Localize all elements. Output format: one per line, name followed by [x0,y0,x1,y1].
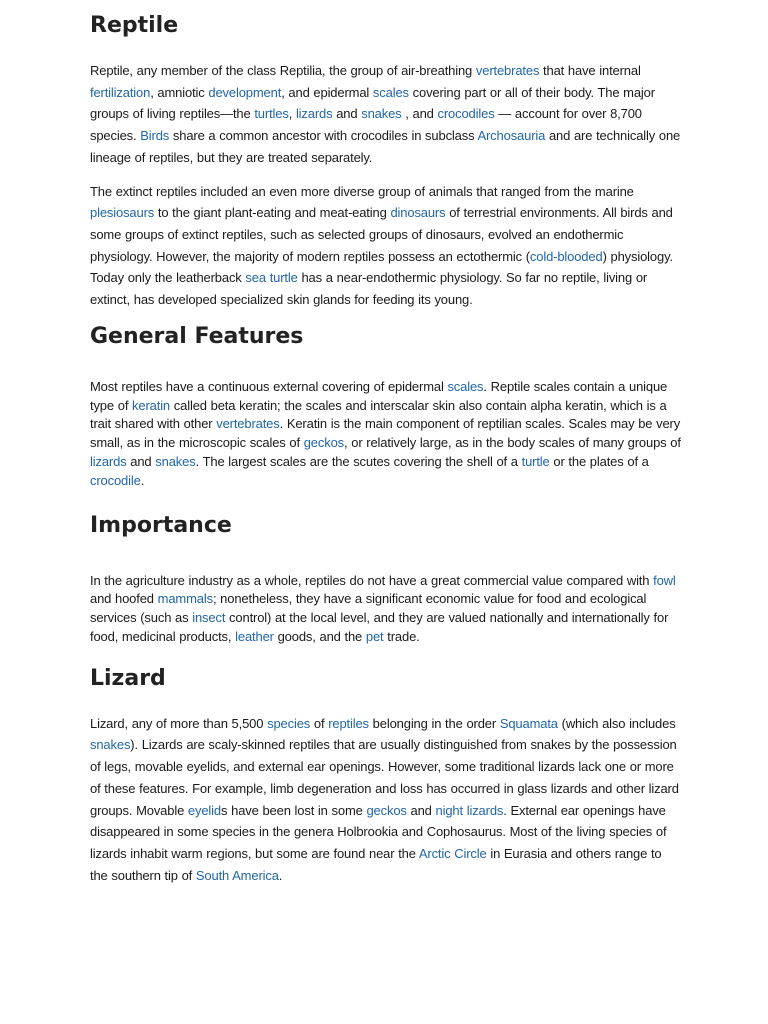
link-snakes[interactable]: snakes [361,106,402,122]
paragraph-text: that have internal [539,63,641,78]
paragraph-text: . [278,867,283,883]
link-dinosaurs[interactable]: dinosaurs [390,205,446,221]
link-arctic-circle[interactable]: Arctic Circle [418,845,487,861]
link-fowl[interactable]: fowl [653,572,676,588]
paragraph-text: , and epidermal [281,84,373,100]
paragraph [90,713,682,887]
link-turtle[interactable]: turtle [521,453,550,469]
link-plesiosaurs[interactable]: plesiosaurs [90,205,155,221]
paragraph-text: called beta keratin; the scales and interscalar skin also contain alpha keratin, which is a trait shared with other [90,397,667,432]
paragraph-text: or the plates of a [549,453,649,469]
paragraph-text: — account for over 8,700 species. [90,106,642,144]
paragraph-text: , and [401,106,438,122]
paragraph-text: of [310,715,329,731]
link-development[interactable]: development [208,84,282,100]
paragraph-text: ; nonetheless, they have a significant economic value for food and ecological services (such as [90,591,647,626]
link-birds[interactable]: Birds [140,128,170,144]
link-leather[interactable]: leather [235,628,274,644]
paragraph-text: trade. [383,628,420,644]
link-scales[interactable]: scales [372,84,409,100]
paragraph-text: control) at the local level, and they are valued nationally and internationally for food, medicinal products, [90,610,669,644]
article-content [90,8,682,886]
section-heading: Importance [90,512,232,538]
paragraph-text: , or relatively large, as in the body scales of many groups of [344,435,681,451]
paragraph-text: . Reptile scales contain a unique type of [90,378,668,413]
paragraph-text: in Eurasia and others range to the southern tip of [90,845,662,883]
section-heading: General Features [90,323,304,349]
paragraph-text: , amniotic [150,84,209,100]
link-eyelid[interactable]: eyelid [187,802,221,818]
link-archosauria[interactable]: Archosauria [477,128,546,144]
paragraph-text: goods, and the [273,628,366,644]
link-crocodile[interactable]: crocodile [90,472,141,488]
section-general-features [90,319,682,491]
link-keratin[interactable]: keratin [132,397,171,413]
paragraph-text: s have been lost in some [221,802,367,818]
section-heading: Lizard [90,665,166,691]
link-geckos[interactable]: geckos [366,802,407,818]
link-turtles[interactable]: turtles [254,106,289,122]
paragraph-text: Lizard, any of more than 5,500 [90,715,268,731]
section-reptile [90,8,682,311]
paragraph-text: . The largest scales are the scutes covering the shell of a [195,453,522,469]
paragraph-text: has a near-endothermic physiology. So far no reptile, living or extinct, has developed specialized skin glands for feeding its young. [90,270,648,308]
link-species[interactable]: species [267,715,311,731]
section-lizard [90,661,682,887]
paragraph [90,181,682,311]
paragraph [90,572,682,647]
paragraph-text: of terrestrial environments. All birds and some groups of extinct reptiles, such as selected groups of dinosaurs, evolved an endothermic physiology. However, the majority of modern reptiles possess an ectothermic ( [90,205,673,264]
link-south-america[interactable]: South America [195,867,279,883]
link-scales[interactable]: scales [447,378,484,394]
paragraph-text: , [288,106,296,122]
link-fertilization[interactable]: fertilization [90,84,151,100]
paragraph-text: and hoofed [90,591,158,607]
section-importance [90,508,682,647]
paragraph-text: belonging in the order [368,715,500,731]
link-snakes[interactable]: snakes [90,737,131,753]
link-pet[interactable]: pet [365,628,384,644]
link-lizards[interactable]: lizards [90,453,127,469]
paragraph-text: ). Lizards are scaly-skinned reptiles that are usually distinguished from snakes by the possession of legs, movable eyelids, and external ear openings. However, some traditional lizards lack one or more of these features. For example, limb degeneration and loss has occurred in glass lizards and other lizard groups. Movable [90,737,679,818]
section-heading: Reptile [90,13,179,38]
paragraph-text: In the agriculture industry as a whole, reptiles do not have a great commercial value compared with [90,572,654,588]
paragraph-text: . Keratin is the main component of reptilian scales. Scales may be very small, as in the microscopic scales of [90,416,681,451]
paragraph-text: share a common ancestor with crocodiles in subclass [169,128,478,144]
link-insect[interactable]: insect [192,610,226,626]
paragraph-text: Reptile, any member of the class Reptilia, the group of air-breathing [90,63,476,78]
link-crocodiles[interactable]: crocodiles [437,106,495,122]
paragraph-text: ) physiology. Today only the leatherback [90,248,673,286]
link-squamata[interactable]: Squamata [499,715,558,731]
link-reptiles[interactable]: reptiles [328,715,369,731]
link-night-lizards[interactable]: night lizards [435,802,504,818]
paragraph-text: . External ear openings have disappeared in some species in the genera Holbrookia and Cophosaurus. Most of the living species of lizards inhabit warm regions, but some are found near the [90,802,667,861]
link-cold-blooded[interactable]: cold-blooded [529,248,603,264]
paragraph [90,378,682,491]
link-snakes[interactable]: snakes [155,453,196,469]
paragraph-text: to the giant plant-eating and meat-eating [154,205,391,221]
paragraph-text: . [140,472,145,488]
link-vertebrates[interactable]: vertebrates [216,416,280,432]
paragraph-text: Most reptiles have a continuous external covering of epidermal [90,378,448,394]
paragraph-text: covering part or all of their body. The major groups of living reptiles—the [90,84,655,122]
paragraph [90,60,682,169]
paragraph-text: The extinct reptiles included an even more diverse group of animals that ranged from the marine [90,183,634,199]
link-geckos[interactable]: geckos [303,435,345,451]
paragraph-text: and are technically one lineage of reptiles, but they are treated separately. [90,128,681,165]
paragraph-text: and [406,802,436,818]
paragraph-text: (which also includes [557,715,676,731]
link-vertebrates[interactable]: vertebrates [475,63,540,78]
paragraph-text: and [126,453,156,469]
paragraph-text: and [332,106,362,122]
link-mammals[interactable]: mammals [157,591,213,607]
link-lizards[interactable]: lizards [295,106,333,122]
link-sea-turtle[interactable]: sea turtle [245,270,298,286]
